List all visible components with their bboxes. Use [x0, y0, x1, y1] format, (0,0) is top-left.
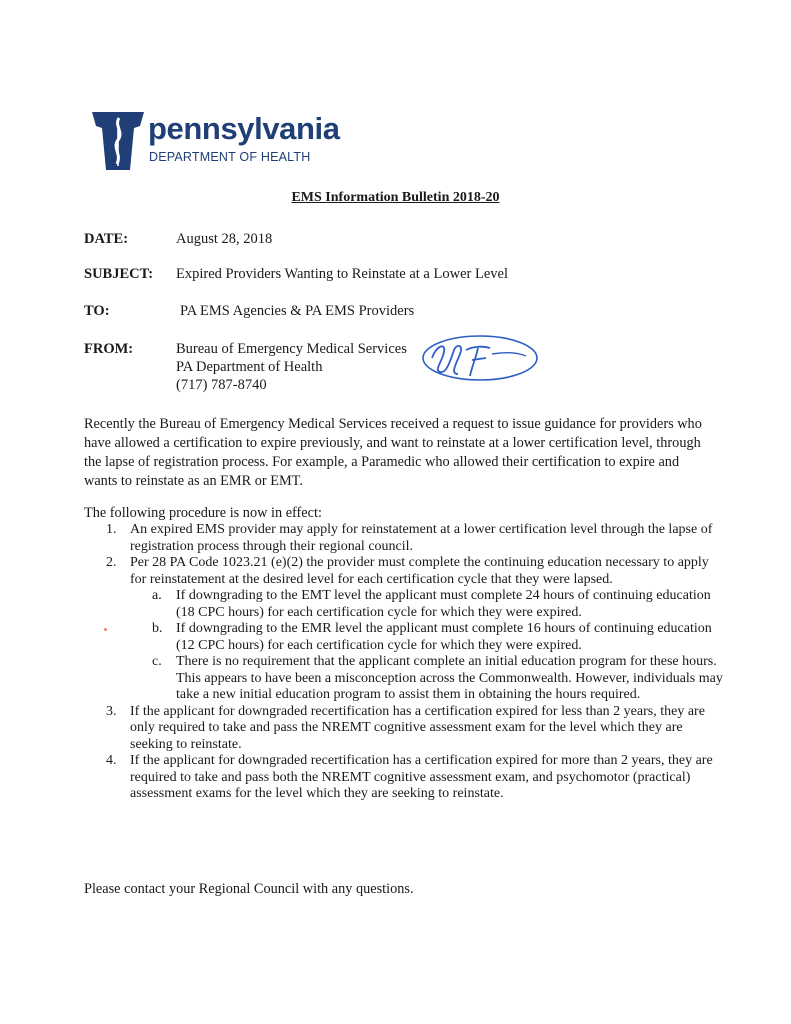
- procedure-subitem-c: [84, 654, 724, 704]
- item-4-marker: 4.: [106, 753, 117, 768]
- subitem-b-marker: b.: [152, 621, 163, 636]
- procedure-subitem-a: [84, 588, 724, 621]
- procedure-item-1: [84, 522, 724, 555]
- subitem-c-marker: c.: [152, 654, 162, 669]
- item-3-text: If the applicant for downgraded recertification has a certification expired for less than 2 years, they are only required to take and pass the NREMT cognitive assessment exam for the level which they are seeking to reinstate.: [130, 703, 705, 752]
- from-line-2: PA Department of Health: [176, 359, 323, 375]
- procedure-subitem-b: [84, 621, 724, 654]
- item-2-marker: 2.: [106, 555, 117, 570]
- pa-health-logo: [90, 110, 340, 172]
- subitem-c-text: There is no requirement that the applicant complete an initial education program for these hours. This appears to have been a misconception across the Commonwealth. However, individuals may take a new initial education program to assist them in obtaining the hours required.: [176, 654, 723, 702]
- subitem-a-text: If downgrading to the EMT level the applicant must complete 24 hours of continuing education (18 CPC hours) for each certification cycle for which they were expired.: [176, 588, 711, 620]
- from-label: FROM:: [84, 341, 134, 357]
- procedure-intro: The following procedure is now in effect:: [84, 505, 322, 521]
- logo-wordmark: pennsylvania: [148, 111, 340, 146]
- procedure-list: [84, 522, 724, 803]
- procedure-item-3: [84, 704, 724, 754]
- to-label: TO:: [84, 303, 110, 319]
- subitem-b-text: If downgrading to the EMR level the applicant must complete 16 hours of continuing education (12 CPC hours) for each certification cycle for which they were expired.: [176, 621, 712, 653]
- subject-label: SUBJECT:: [84, 266, 154, 282]
- to-value: PA EMS Agencies & PA EMS Providers: [180, 303, 415, 319]
- date-value: August 28, 2018: [176, 231, 273, 247]
- scan-mark: [104, 628, 107, 631]
- subject-value: Expired Providers Wanting to Reinstate at a Lower Level: [176, 266, 508, 282]
- item-1-text: An expired EMS provider may apply for reinstatement at a lower certification level through the lapse of registration process through their regional council.: [130, 522, 713, 554]
- from-line-3: (717) 787-8740: [176, 377, 267, 393]
- item-1-marker: 1.: [106, 522, 117, 537]
- procedure-item-4: [84, 753, 724, 803]
- date-label: DATE:: [84, 231, 129, 247]
- bulletin-title: EMS Information Bulletin 2018-20: [291, 190, 500, 205]
- procedure-item-2: [84, 555, 724, 588]
- signature: [420, 332, 540, 389]
- item-4-text: If the applicant for downgraded recertification has a certification expired for more than 2 years, they are required to take and pass both the NREMT cognitive assessment exam, and psychomotor (practical) assessment exams for the level which they are seeking to reinstate.: [130, 753, 713, 801]
- item-2-text: Per 28 PA Code 1023.21 (e)(2) the provider must complete the continuing education necessary to apply for reinstatement at the desired level for each certification cycle that they were lapsed.: [130, 555, 709, 587]
- subitem-a-marker: a.: [152, 588, 162, 603]
- intro-paragraph: Recently the Bureau of Emergency Medical Services received a request to issue guidance for providers who have allowed a certification to expire previously, and want to reinstate at a lower certification level, through the lapse of registration process. For example, a Paramedic who allowed their certification to expire and wants to reinstate as an EMR or EMT.: [84, 416, 702, 489]
- item-3-marker: 3.: [106, 703, 117, 719]
- closing-line: Please contact your Regional Council with any questions.: [84, 881, 414, 897]
- keystone-logo-icon: [90, 110, 146, 172]
- logo-department: DEPARTMENT OF HEALTH: [149, 150, 311, 164]
- from-line-1: Bureau of Emergency Medical Services: [176, 341, 407, 357]
